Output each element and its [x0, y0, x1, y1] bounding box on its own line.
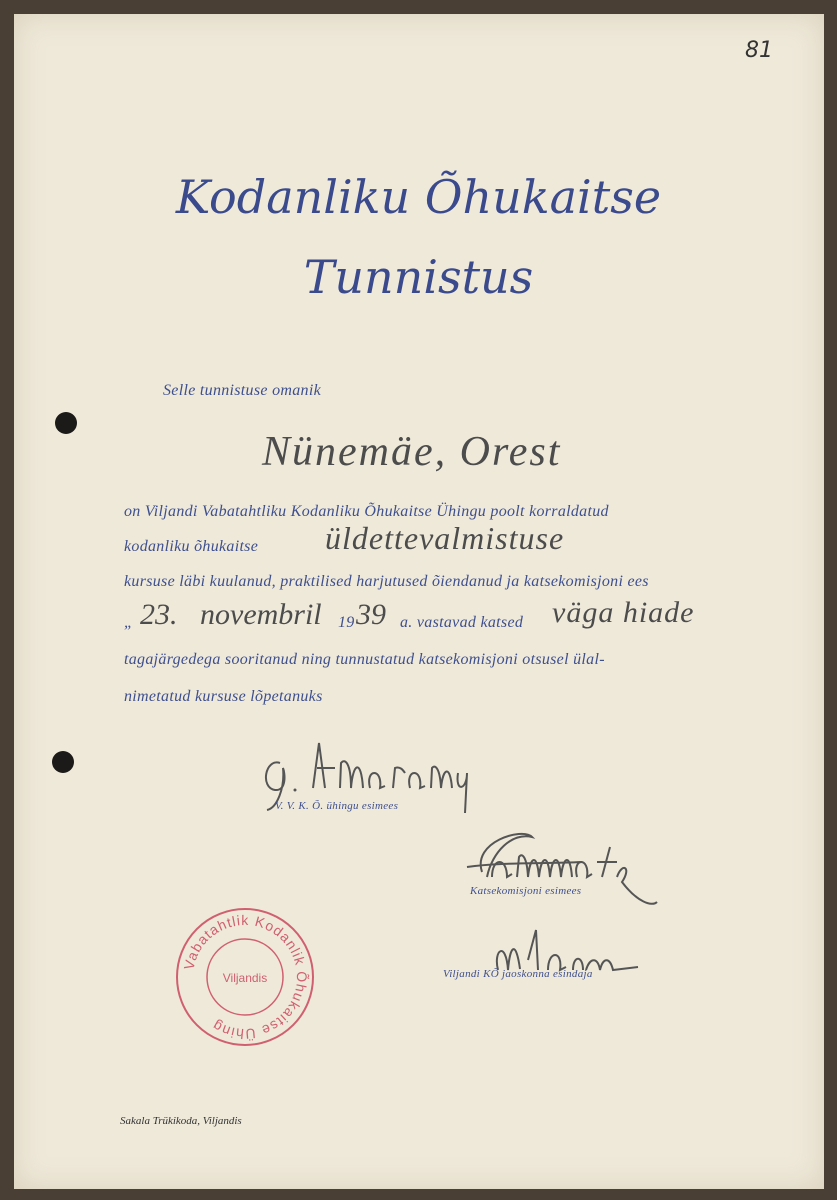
title-line-1: Kodanliku Õhukaitse: [175, 170, 662, 224]
text-line-5: tagajärgedega sooritanud ning tunnustatud katsekomisjoni otsusel ülal-: [124, 651, 605, 668]
year-suffix: 39: [356, 598, 386, 631]
text-line-1: on Viljandi Vabatahtliku Kodanliku Õhukaitse Ühingu poolt korraldatud: [124, 503, 609, 520]
text-line-3: kursuse läbi kuulanud, praktilised harjutused õiendanud ja katsekomisjoni ees: [124, 573, 649, 590]
stamp-center: Viljandis: [222, 971, 268, 985]
owner-name: Nünemäe, Orest: [262, 429, 562, 475]
date-open-quote: „: [124, 614, 134, 631]
owner-label: Selle tunnistuse omanik: [163, 382, 321, 399]
signature-3-label: Viljandi KÕ jaoskonna esindaja: [443, 968, 593, 980]
signature-2-label: Katsekomisjoni esimees: [470, 885, 582, 897]
course-name: üldettevalmistuse: [325, 520, 565, 556]
text-line-4: a. vastavad katsed: [400, 614, 524, 631]
year-prefix: 19: [338, 614, 355, 631]
stamp-text: Vabatahtlik Kodanlik Õhukaitse Ühing: [180, 911, 311, 1043]
text-line-6: nimetatud kursuse lõpetanuks: [124, 688, 323, 705]
stamp: [170, 902, 320, 1052]
text-line-2: kodanliku õhukaitse: [124, 538, 259, 555]
result: väga hiade: [552, 596, 695, 629]
printer-note: Sakala Trükikoda, Viljandis: [120, 1115, 242, 1127]
date-day: 23.: [140, 598, 178, 631]
date-month: novembril: [200, 598, 322, 631]
title-line-2: Tunnistus: [303, 250, 534, 304]
punch-hole: [52, 751, 74, 773]
punch-hole: [55, 412, 77, 434]
page-number: 81: [745, 38, 773, 63]
signature-commission: [462, 822, 662, 912]
signature-1-label: V. V. K. Õ. ühingu esimees: [275, 800, 399, 812]
